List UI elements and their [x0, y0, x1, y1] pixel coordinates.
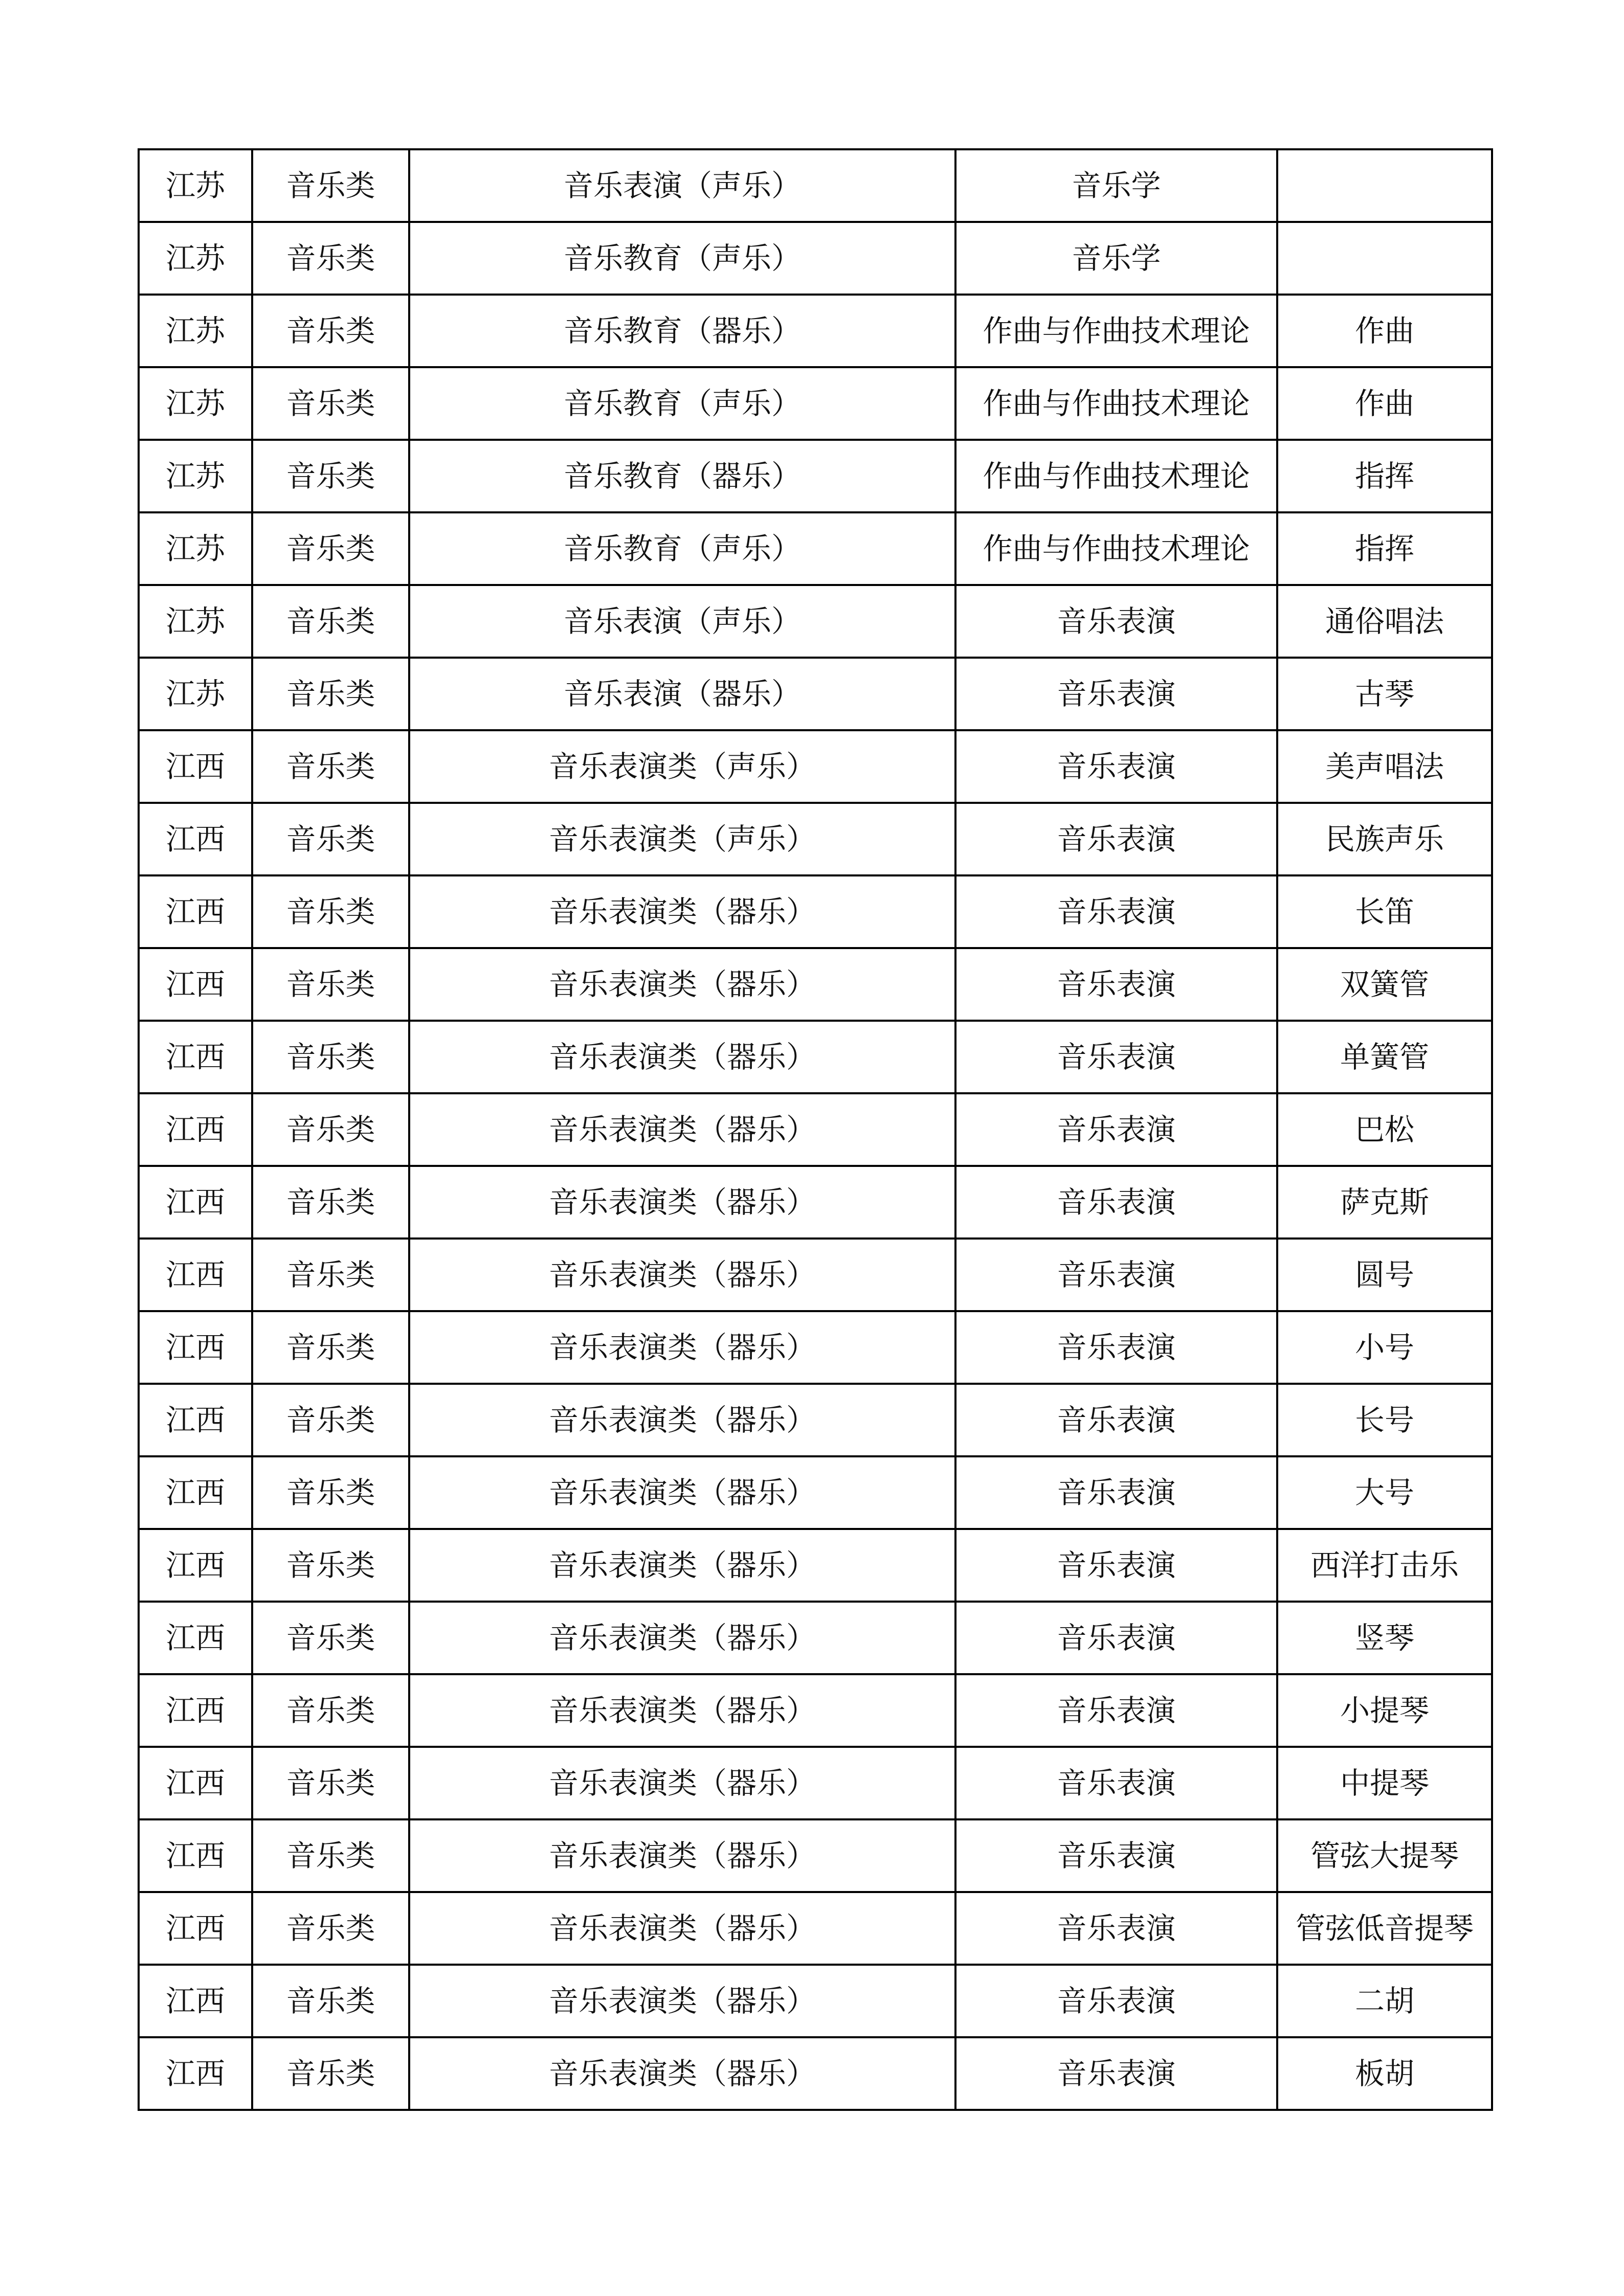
province-cell: 江西 — [139, 730, 252, 803]
exam-subject-cell: 音乐表演类（器乐） — [409, 1166, 955, 1239]
direction-cell: 古琴 — [1277, 658, 1492, 730]
exam-subject-cell: 音乐表演类（器乐） — [409, 1239, 955, 1311]
province-cell: 江西 — [139, 1093, 252, 1166]
category-cell: 音乐类 — [252, 1311, 409, 1384]
exam-subject-cell: 音乐表演类（器乐） — [409, 1819, 955, 1892]
major-cell: 音乐表演 — [955, 1892, 1277, 1965]
province-cell: 江西 — [139, 1456, 252, 1529]
direction-cell: 小提琴 — [1277, 1674, 1492, 1747]
category-cell: 音乐类 — [252, 875, 409, 948]
direction-cell: 民族声乐 — [1277, 803, 1492, 875]
province-cell: 江西 — [139, 803, 252, 875]
table-row — [139, 730, 1492, 803]
direction-cell: 巴松 — [1277, 1093, 1492, 1166]
category-cell: 音乐类 — [252, 1965, 409, 2037]
category-cell: 音乐类 — [252, 1166, 409, 1239]
direction-cell: 长号 — [1277, 1384, 1492, 1456]
major-cell: 音乐表演 — [955, 1166, 1277, 1239]
major-cell: 音乐表演 — [955, 948, 1277, 1021]
direction-cell: 竖琴 — [1277, 1602, 1492, 1674]
province-cell: 江苏 — [139, 440, 252, 512]
direction-cell: 美声唱法 — [1277, 730, 1492, 803]
table-row — [139, 512, 1492, 585]
direction-cell: 指挥 — [1277, 512, 1492, 585]
category-cell: 音乐类 — [252, 512, 409, 585]
major-cell: 音乐表演 — [955, 1674, 1277, 1747]
major-cell: 音乐表演 — [955, 1602, 1277, 1674]
table-row — [139, 803, 1492, 875]
direction-cell: 管弦大提琴 — [1277, 1819, 1492, 1892]
table-row — [139, 1602, 1492, 1674]
major-cell: 音乐表演 — [955, 875, 1277, 948]
province-cell: 江苏 — [139, 367, 252, 440]
category-cell: 音乐类 — [252, 1819, 409, 1892]
table-row — [139, 2037, 1492, 2110]
table-row — [139, 1529, 1492, 1602]
category-cell: 音乐类 — [252, 1892, 409, 1965]
category-cell: 音乐类 — [252, 440, 409, 512]
province-cell: 江西 — [139, 1602, 252, 1674]
major-cell: 音乐表演 — [955, 730, 1277, 803]
category-cell: 音乐类 — [252, 1529, 409, 1602]
major-cell: 音乐表演 — [955, 1239, 1277, 1311]
major-cell: 作曲与作曲技术理论 — [955, 295, 1277, 367]
category-cell: 音乐类 — [252, 948, 409, 1021]
province-cell: 江西 — [139, 1819, 252, 1892]
province-cell: 江苏 — [139, 222, 252, 295]
province-cell: 江西 — [139, 948, 252, 1021]
category-cell: 音乐类 — [252, 1384, 409, 1456]
category-cell: 音乐类 — [252, 222, 409, 295]
exam-subject-cell: 音乐表演类（器乐） — [409, 875, 955, 948]
province-cell: 江苏 — [139, 149, 252, 222]
table-row — [139, 1747, 1492, 1819]
table-row — [139, 1384, 1492, 1456]
major-cell: 音乐学 — [955, 149, 1277, 222]
exam-subject-cell: 音乐表演类（器乐） — [409, 1747, 955, 1819]
province-cell: 江西 — [139, 1529, 252, 1602]
major-cell: 音乐表演 — [955, 585, 1277, 658]
major-cell: 音乐表演 — [955, 1819, 1277, 1892]
exam-subject-cell: 音乐表演类（器乐） — [409, 1674, 955, 1747]
province-cell: 江苏 — [139, 295, 252, 367]
exam-subject-cell: 音乐表演类（器乐） — [409, 1529, 955, 1602]
exam-subject-cell: 音乐表演类（器乐） — [409, 1384, 955, 1456]
province-cell: 江苏 — [139, 512, 252, 585]
category-cell: 音乐类 — [252, 803, 409, 875]
direction-cell: 指挥 — [1277, 440, 1492, 512]
exam-subject-cell: 音乐表演（器乐） — [409, 658, 955, 730]
province-cell: 江苏 — [139, 658, 252, 730]
table-row — [139, 1819, 1492, 1892]
exam-subject-cell: 音乐表演类（器乐） — [409, 1965, 955, 2037]
table-row — [139, 1093, 1492, 1166]
direction-cell: 作曲 — [1277, 367, 1492, 440]
major-cell: 音乐表演 — [955, 803, 1277, 875]
major-cell: 音乐学 — [955, 222, 1277, 295]
major-cell: 音乐表演 — [955, 658, 1277, 730]
province-cell: 江西 — [139, 2037, 252, 2110]
category-cell: 音乐类 — [252, 585, 409, 658]
direction-cell: 板胡 — [1277, 2037, 1492, 2110]
exam-subject-cell: 音乐表演类（声乐） — [409, 803, 955, 875]
major-cell: 音乐表演 — [955, 1093, 1277, 1166]
direction-cell: 管弦低音提琴 — [1277, 1892, 1492, 1965]
major-cell: 音乐表演 — [955, 1529, 1277, 1602]
table-row — [139, 367, 1492, 440]
direction-cell: 大号 — [1277, 1456, 1492, 1529]
table-row — [139, 658, 1492, 730]
exam-subject-cell: 音乐教育（声乐） — [409, 367, 955, 440]
direction-cell: 圆号 — [1277, 1239, 1492, 1311]
direction-cell: 萨克斯 — [1277, 1166, 1492, 1239]
province-cell: 江西 — [139, 1021, 252, 1093]
exam-subject-cell: 音乐表演类（器乐） — [409, 1311, 955, 1384]
direction-cell: 二胡 — [1277, 1965, 1492, 2037]
category-cell: 音乐类 — [252, 1021, 409, 1093]
table-row — [139, 1892, 1492, 1965]
exam-subject-cell: 音乐表演类（器乐） — [409, 2037, 955, 2110]
exam-subject-cell: 音乐表演类（器乐） — [409, 1093, 955, 1166]
direction-cell: 单簧管 — [1277, 1021, 1492, 1093]
table-row — [139, 149, 1492, 222]
direction-cell — [1277, 149, 1492, 222]
direction-cell: 长笛 — [1277, 875, 1492, 948]
exam-subject-cell: 音乐教育（声乐） — [409, 512, 955, 585]
direction-cell: 通俗唱法 — [1277, 585, 1492, 658]
table-row — [139, 295, 1492, 367]
major-cell: 音乐表演 — [955, 1384, 1277, 1456]
table-row — [139, 585, 1492, 658]
exam-subject-cell: 音乐表演（声乐） — [409, 149, 955, 222]
table-row — [139, 1021, 1492, 1093]
category-cell: 音乐类 — [252, 2037, 409, 2110]
direction-cell: 作曲 — [1277, 295, 1492, 367]
province-cell: 江苏 — [139, 585, 252, 658]
major-cell: 音乐表演 — [955, 1311, 1277, 1384]
major-cell: 音乐表演 — [955, 1965, 1277, 2037]
exam-subject-cell: 音乐表演类（器乐） — [409, 1021, 955, 1093]
table-row — [139, 948, 1492, 1021]
table-row — [139, 875, 1492, 948]
table-row — [139, 1239, 1492, 1311]
direction-cell: 双簧管 — [1277, 948, 1492, 1021]
exam-subject-cell: 音乐表演类（声乐） — [409, 730, 955, 803]
direction-cell — [1277, 222, 1492, 295]
category-cell: 音乐类 — [252, 658, 409, 730]
table-row — [139, 1456, 1492, 1529]
exam-subject-cell: 音乐表演类（器乐） — [409, 1456, 955, 1529]
direction-cell: 中提琴 — [1277, 1747, 1492, 1819]
category-cell: 音乐类 — [252, 295, 409, 367]
major-cell: 音乐表演 — [955, 1747, 1277, 1819]
category-cell: 音乐类 — [252, 149, 409, 222]
major-cell: 音乐表演 — [955, 1021, 1277, 1093]
major-cell: 音乐表演 — [955, 2037, 1277, 2110]
province-cell: 江西 — [139, 875, 252, 948]
major-cell: 作曲与作曲技术理论 — [955, 440, 1277, 512]
table-body — [139, 149, 1492, 2110]
exam-subject-cell: 音乐表演类（器乐） — [409, 948, 955, 1021]
category-cell: 音乐类 — [252, 1747, 409, 1819]
province-cell: 江西 — [139, 1965, 252, 2037]
category-cell: 音乐类 — [252, 1674, 409, 1747]
exam-subject-cell: 音乐教育（声乐） — [409, 222, 955, 295]
major-cell: 音乐表演 — [955, 1456, 1277, 1529]
province-cell: 江西 — [139, 1239, 252, 1311]
province-cell: 江西 — [139, 1674, 252, 1747]
table-row — [139, 1965, 1492, 2037]
category-cell: 音乐类 — [252, 1093, 409, 1166]
table-row — [139, 222, 1492, 295]
category-cell: 音乐类 — [252, 730, 409, 803]
province-cell: 江西 — [139, 1166, 252, 1239]
exam-subject-cell: 音乐教育（器乐） — [409, 440, 955, 512]
category-cell: 音乐类 — [252, 1456, 409, 1529]
province-cell: 江西 — [139, 1384, 252, 1456]
table-row — [139, 440, 1492, 512]
exam-subject-cell: 音乐表演类（器乐） — [409, 1892, 955, 1965]
category-cell: 音乐类 — [252, 1602, 409, 1674]
province-cell: 江西 — [139, 1747, 252, 1819]
exam-subject-cell: 音乐表演（声乐） — [409, 585, 955, 658]
major-cell: 作曲与作曲技术理论 — [955, 367, 1277, 440]
province-cell: 江西 — [139, 1892, 252, 1965]
category-cell: 音乐类 — [252, 1239, 409, 1311]
major-cell: 作曲与作曲技术理论 — [955, 512, 1277, 585]
category-cell: 音乐类 — [252, 367, 409, 440]
exam-subject-cell: 音乐表演类（器乐） — [409, 1602, 955, 1674]
direction-cell: 小号 — [1277, 1311, 1492, 1384]
table-row — [139, 1166, 1492, 1239]
table-row — [139, 1311, 1492, 1384]
table-row — [139, 1674, 1492, 1747]
direction-cell: 西洋打击乐 — [1277, 1529, 1492, 1602]
document-table — [138, 148, 1493, 2111]
province-cell: 江西 — [139, 1311, 252, 1384]
exam-subject-cell: 音乐教育（器乐） — [409, 295, 955, 367]
